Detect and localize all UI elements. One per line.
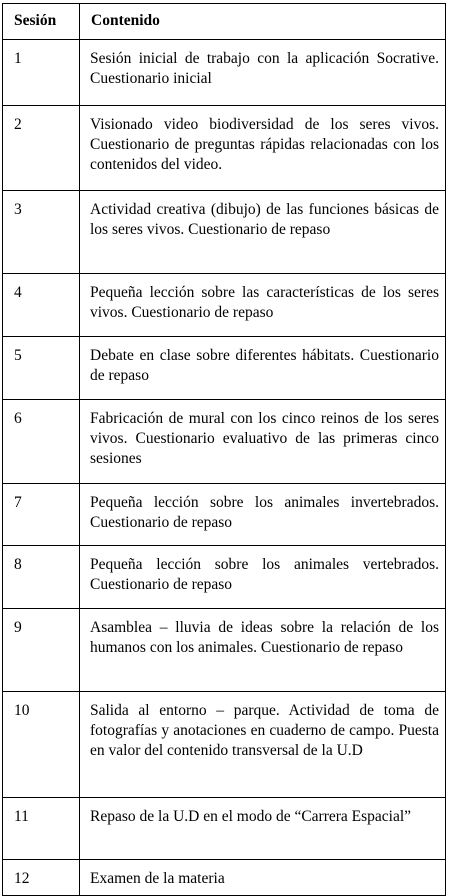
session-number: 9 <box>3 609 80 692</box>
session-content: Salida al entorno – parque. Actividad de toma de fotografías y anotaciones en cuaderno de campo. Puesta en valor del contenido transversal de la U.D <box>80 692 446 798</box>
session-content: Examen de la materia <box>80 860 446 896</box>
session-content: Sesión inicial de trabajo con la aplicación Socrative. Cuestionario inicial <box>80 40 446 106</box>
session-number: 7 <box>3 484 80 546</box>
session-content: Repaso de la U.D en el modo de “Carrera Espacial” <box>80 798 446 860</box>
table-row <box>3 546 446 609</box>
table-row <box>3 40 446 106</box>
sessions-table <box>2 3 446 896</box>
table-row <box>3 337 446 400</box>
session-content: Debate en clase sobre diferentes hábitats. Cuestionario de repaso <box>80 337 446 400</box>
table-row <box>3 860 446 896</box>
table-row <box>3 106 446 191</box>
table-row <box>3 274 446 337</box>
session-content: Fabricación de mural con los cinco reinos de los seres vivos. Cuestionario evaluativo de las primeras cinco sesiones <box>80 400 446 484</box>
session-content: Actividad creativa (dibujo) de las funciones básicas de los seres vivos. Cuestionario de repaso <box>80 191 446 274</box>
session-number: 11 <box>3 798 80 860</box>
session-content: Visionado video biodiversidad de los seres vivos. Cuestionario de preguntas rápidas relacionadas con los contenidos del video. <box>80 106 446 191</box>
session-number: 5 <box>3 337 80 400</box>
session-content: Pequeña lección sobre los animales invertebrados. Cuestionario de repaso <box>80 484 446 546</box>
table-row <box>3 798 446 860</box>
table-row <box>3 191 446 274</box>
table-row <box>3 692 446 798</box>
session-number: 3 <box>3 191 80 274</box>
table-row <box>3 609 446 692</box>
session-number: 6 <box>3 400 80 484</box>
table-header-row <box>3 4 446 40</box>
session-number: 2 <box>3 106 80 191</box>
session-content: Asamblea – lluvia de ideas sobre la relación de los humanos con los animales. Cuestionario de repaso <box>80 609 446 692</box>
session-content: Pequeña lección sobre los animales vertebrados. Cuestionario de repaso <box>80 546 446 609</box>
session-number: 4 <box>3 274 80 337</box>
session-number: 1 <box>3 40 80 106</box>
session-number: 10 <box>3 692 80 798</box>
table-row <box>3 400 446 484</box>
session-number: 8 <box>3 546 80 609</box>
header-content: Contenido <box>80 4 446 40</box>
session-content: Pequeña lección sobre las características de los seres vivos. Cuestionario de repaso <box>80 274 446 337</box>
session-number: 12 <box>3 860 80 896</box>
header-session: Sesión <box>3 4 80 40</box>
table-row <box>3 484 446 546</box>
